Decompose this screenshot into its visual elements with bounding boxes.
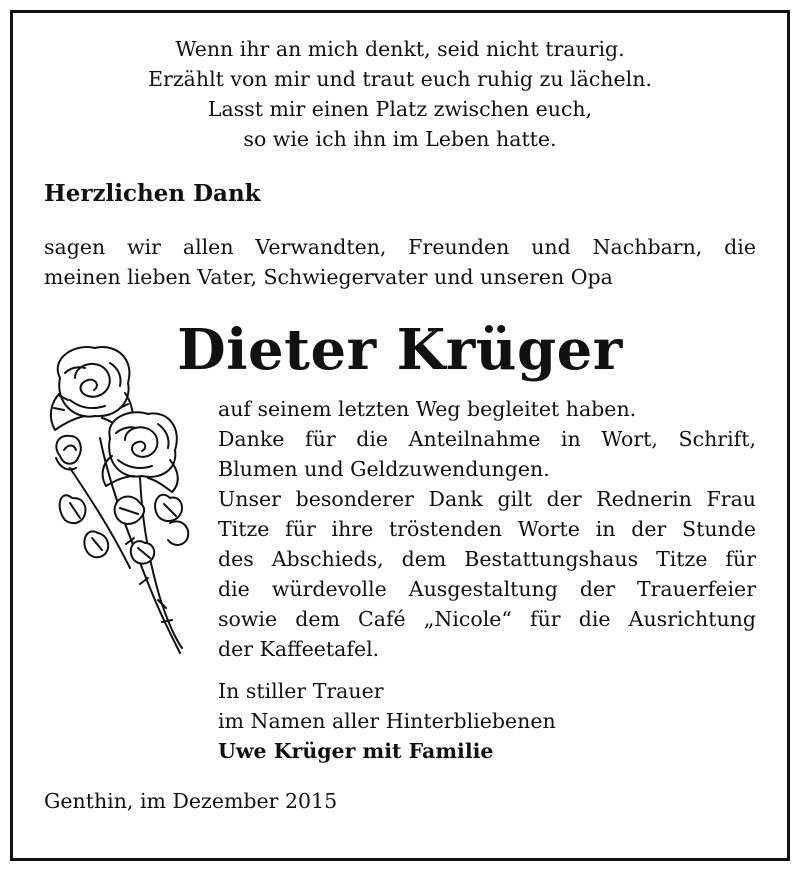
thanks-heading: Herzlichen Dank [44, 180, 261, 207]
poem [0, 34, 800, 154]
signature-family: Uwe Krüger mit Familie [218, 739, 494, 763]
signature-block [218, 676, 556, 766]
body-line: des Abschieds, dem Bestattungshaus Titze für [218, 547, 756, 571]
intro-text [44, 232, 756, 292]
body-text [218, 394, 756, 664]
body-line: Blumen und Geldzuwendungen. [218, 457, 550, 481]
poem-line: so wie ich ihn im Leben hatte. [243, 127, 557, 151]
signature-line: im Namen aller Hinterbliebenen [218, 709, 556, 733]
poem-line: Wenn ihr an mich denkt, seid nicht traurig. [175, 37, 625, 61]
body-line: sowie dem Café „Nicole“ für die Ausrichtung [218, 607, 756, 631]
body-line: Unser besonderer Dank gilt der Rednerin Frau [218, 487, 756, 511]
body-line: die würdevolle Ausgestaltung der Trauerfeier [218, 577, 756, 601]
place-date: Genthin, im Dezember 2015 [44, 789, 338, 813]
deceased-name: Dieter Krüger [177, 317, 623, 383]
body-line: der Kaffeetafel. [218, 637, 380, 661]
poem-line: Erzählt von mir und traut euch ruhig zu lächeln. [148, 67, 652, 91]
intro-line: meinen lieben Vater, Schwiegervater und unseren Opa [44, 265, 613, 289]
roses-illustration-icon [30, 338, 210, 668]
poem-line: Lasst mir einen Platz zwischen euch, [207, 97, 593, 121]
body-line: Titze für ihre tröstenden Worte in der Stunde [218, 517, 756, 541]
signature-line: In stiller Trauer [218, 679, 384, 703]
body-line: Danke für die Anteilnahme in Wort, Schrift, [218, 427, 756, 451]
body-line: auf seinem letzten Weg begleitet haben. [218, 397, 637, 421]
intro-line: sagen wir allen Verwandten, Freunden und Nachbarn, die [44, 235, 756, 259]
